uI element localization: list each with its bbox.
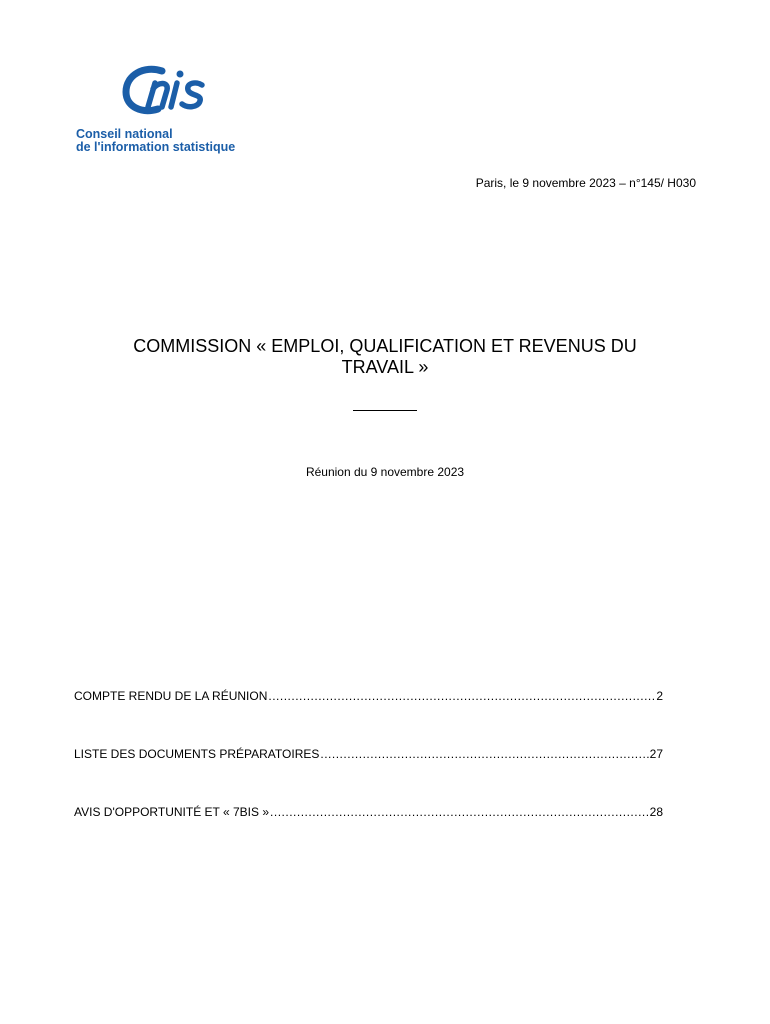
toc-leader-dots <box>270 805 649 819</box>
table-of-contents <box>74 689 663 863</box>
toc-entry-minutes[interactable] <box>74 689 663 705</box>
document-title: COMMISSION « EMPLOI, QUALIFICATION ET REVENUS DU TRAVAIL » <box>133 336 637 377</box>
toc-leader-dots <box>268 689 655 703</box>
logo-text-line2: de l'information statistique <box>76 140 236 154</box>
toc-entry-label: LISTE DES DOCUMENTS PRÉPARATOIRES <box>74 747 320 761</box>
toc-leader-dots <box>320 747 648 761</box>
document-reference: Paris, le 9 novembre 2023 – n°145/ H030 <box>475 176 696 190</box>
toc-entry-page: 28 <box>649 805 663 819</box>
cnis-logo <box>76 62 256 157</box>
toc-entry-documents[interactable] <box>74 747 663 763</box>
toc-entry-page: 2 <box>656 689 663 703</box>
cnis-logo-icon <box>122 65 222 117</box>
toc-entry-label: COMPTE RENDU DE LA RÉUNION <box>74 689 268 703</box>
logo-text-line1: Conseil national <box>76 127 173 141</box>
meeting-date: Réunion du 9 novembre 2023 <box>305 465 465 479</box>
toc-entry-page: 27 <box>649 747 663 761</box>
toc-entry-opinions[interactable] <box>74 805 663 821</box>
toc-entry-label: AVIS D'OPPORTUNITÉ ET « 7BIS » <box>74 805 270 819</box>
title-underline <box>353 410 417 411</box>
